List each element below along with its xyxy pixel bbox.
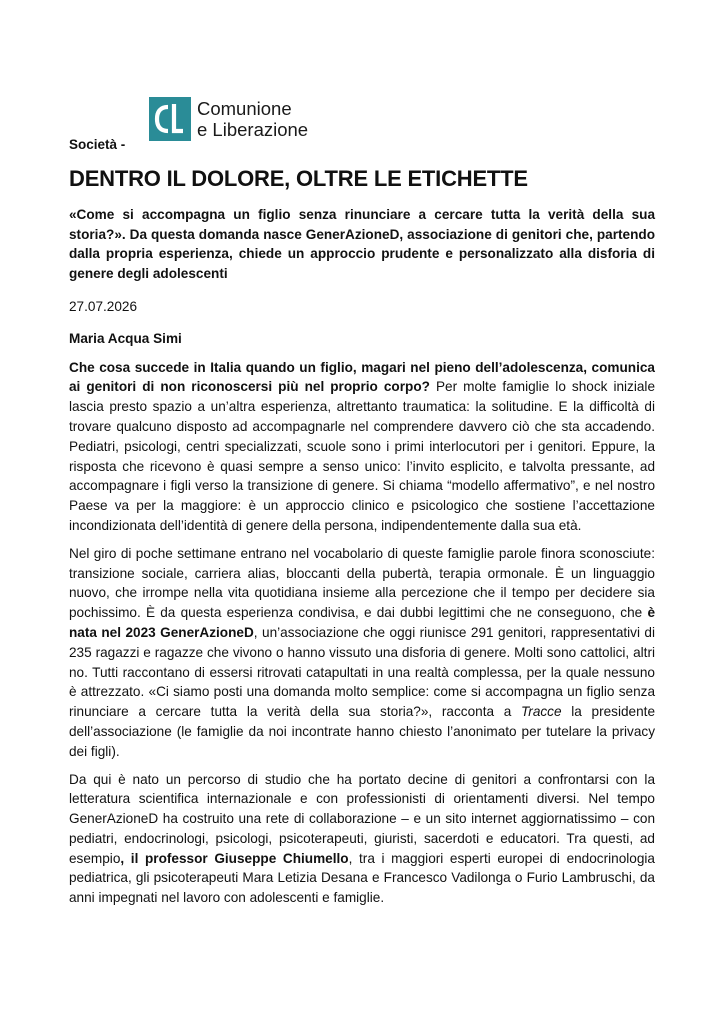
paragraph-2 [69,544,655,762]
paragraph-3 [69,770,655,909]
paragraph-3-text-b: , tra i maggiori esperti europei di endocrinologia pediatrica, gli psicoterapeuti Mara Letizia Desana e Francesco Vadilonga o Furio Lambruschi, da anni impegnati nel lavoro con adolescenti e famiglie. [69,850,655,906]
paragraph-2-italic: Tracce [521,704,562,720]
cl-logo [149,97,308,141]
paragraph-1-text: Per molte famiglie lo shock iniziale lascia presto spazio a un’altra esperienza, altrettanto traumatica: la solitudine. E la difficoltà di trovare qualcuno disposto ad accompagnarle nel comprendere davvero ciò che sta accadendo. Pediatri, psicologi, centri specializzati, scuole sono i primi interlocutori per i genitori. Eppure, la risposta che ricevono è quasi sempre a senso unico: l’invito esplicito, e talvolta pressante, ad accompagnare i figli verso la transizione di genere. Si chiama “modello affermativo”, e nel nostro Paese va per la maggiore: è un approccio clinico e psicologico che sostiene l’accettazione incondizionata dell’identità di genere della persona, indipendentemente dalla sua età. [69,379,656,533]
logo-line-1: Comunione [197,98,292,119]
article-body [69,205,655,908]
paragraph-2-text-c: la presidente dell’associazione (le famiglie da noi incontrate hanno chiesto l’anonimato per tutelare la privacy dei figli). [69,704,656,759]
paragraph-2-text-b: , un’associazione che oggi riunisce 291 genitori, rappresentativi di 235 ragazzi e ragazze che vivono o hanno vissuto una disforia di genere. Molti sono cattolici, altri no. Tutti raccontano di essersi ritrovati catapultati in una realtà complessa, per la quale nessuno è attrezzato. «Ci siamo posti una domanda molto semplice: come si accompagna un figlio senza rinunciare a cercare tutta la verità della sua storia?», racconta a [69,624,655,720]
article-author: Maria Acqua Simi [69,330,182,346]
paragraph-1-bold-intro: Che cosa succede in Italia quando un figlio, magari nel pieno dell’adolescenza, comunica ai genitori di non riconoscersi più nel proprio corpo? [69,359,655,395]
article-date: 27.07.2026 [69,299,138,315]
paragraph-3-bold: , il professor Giuseppe Chiumello [120,850,349,866]
paragraph-2-text-a: Nel giro di poche settimane entrano nel vocabolario di queste famiglie parole finora sconosciute: transizione sociale, carriera alias, bloccanti della pubertà, terapia ormonale. È un linguaggio nuovo, che irrompe nella vita quotidiana insieme alla percezione che il tempo per decidere sia pochissimo. È da questa esperienza condivisa, e dai dubbi legittimi che ne conseguono, che [69,545,655,621]
cl-logo-mark [149,97,191,141]
cl-monogram-icon [149,97,191,141]
article-lead: «Come si accompagna un figlio senza rinunciare a cercare tutta la verità della sua storia?». Da questa domanda nasce GenerAzioneD, associazione di genitori che, partendo dalla propria esperienza, chiede un approccio prudente e personalizzato alla disforia di genere degli adolescenti [69,207,655,281]
paragraph-1 [69,358,655,536]
cl-logo-wordmark [197,98,308,140]
logo-line-2: e Liberazione [197,119,309,140]
section-label: Società - [69,137,126,152]
article-title: DENTRO IL DOLORE, OLTRE LE ETICHETTE [69,166,528,191]
paragraph-2-bold: è nata nel 2023 GenerAzioneD [69,605,655,640]
paragraph-3-text-a: Da qui è nato un percorso di studio che ha portato decine di genitori a confrontarsi con la letteratura scientifica internazionale e con professionisti di orientamenti diversi. Nel tempo GenerAzioneD ha costruito una rete di collaborazione – e un sito internet aggiornatissimo – con pediatri, endocrinologi, psicologi, psicoterapeuti, giuristi, sacerdoti e educatori. Tra questi, ad esempio [69,771,655,866]
